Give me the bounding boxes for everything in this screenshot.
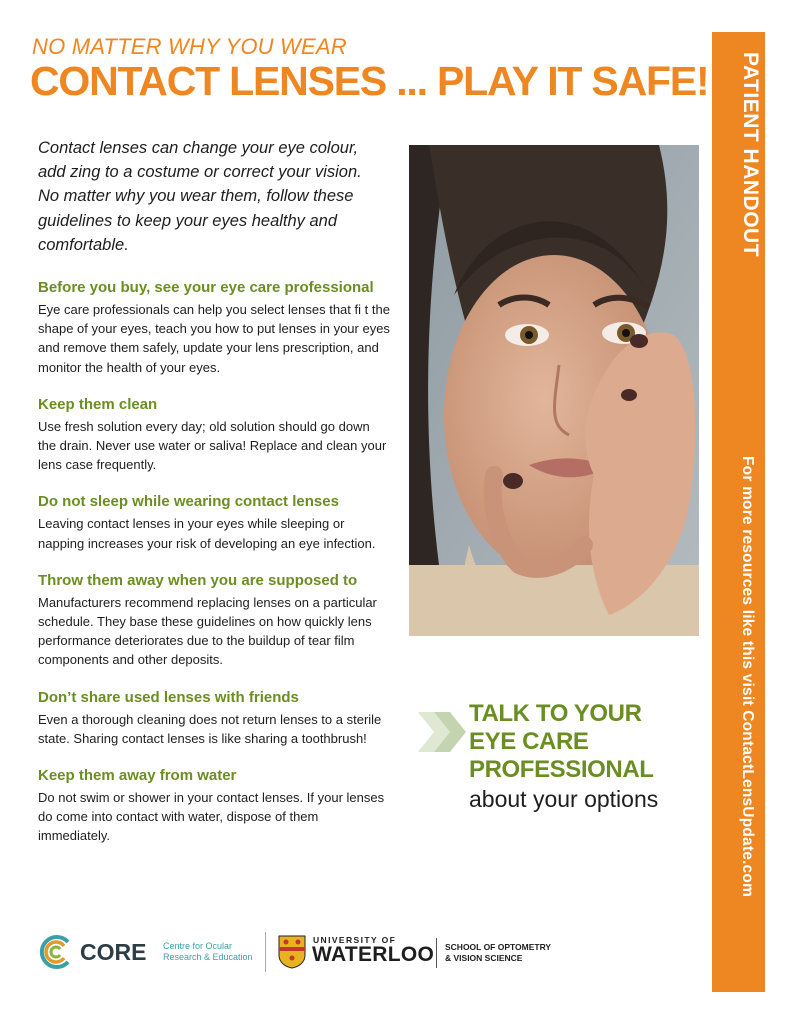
guideline-section bbox=[38, 687, 390, 748]
waterloo-crest-icon bbox=[278, 935, 306, 969]
page-title: CONTACT LENSES ... PLAY IT SAFE! bbox=[30, 58, 709, 104]
guideline-heading: Keep them clean bbox=[38, 395, 158, 413]
guidelines-list bbox=[38, 277, 390, 863]
guideline-heading: Do not sleep while wearing contact lenses bbox=[38, 493, 339, 511]
core-logo-text: CORE bbox=[80, 939, 147, 965]
guideline-heading: Keep them away from water bbox=[38, 767, 237, 785]
guideline-body: Eye care professionals can help you select lenses that fi t the shape of your eyes, teach you how to put lenses in your eyes and remove them safely, update your lens prescription, and monitor the health of your eyes. bbox=[38, 302, 390, 375]
divider bbox=[265, 932, 266, 972]
guideline-section bbox=[38, 765, 390, 846]
guideline-body: Manufacturers recommend replacing lenses on a particular schedule. They base these guidelines on how quickly lens performance deteriorates due to the buildup of tear film components and other deposits. bbox=[38, 594, 377, 668]
guideline-section bbox=[38, 394, 390, 475]
guideline-body: Leaving contact lenses in your eyes while sleeping or napping increases your risk of developing an eye infection. bbox=[38, 516, 376, 551]
guideline-body: Use fresh solution every day; old solution should go down the drain. Never use water or saliva! Replace and clean your lens case frequently. bbox=[38, 418, 387, 473]
kicker-text: NO MATTER WHY YOU WEAR bbox=[32, 34, 347, 59]
sidebar-banner bbox=[712, 32, 765, 992]
woman-inserting-contact-lens-photo bbox=[409, 145, 699, 636]
double-chevron-icon bbox=[416, 708, 468, 756]
guideline-heading: Don’t share used lenses with friends bbox=[38, 688, 299, 706]
core-subtitle bbox=[163, 941, 253, 963]
school-name bbox=[445, 942, 551, 964]
core-logo-icon bbox=[38, 934, 74, 970]
patient-handout-label: PATIENT HANDOUT bbox=[739, 52, 762, 258]
uw-small-text: UNIVERSITY OF bbox=[313, 935, 397, 945]
guideline-body: Do not swim or shower in your contact lenses. If your lenses do come into contact with water, dispose of them immediately. bbox=[38, 790, 385, 844]
cta-line-3: PROFESSIONAL bbox=[469, 756, 654, 783]
guideline-body: Even a thorough cleaning does not return lenses to a sterile state. Sharing contact lenses is like sharing a toothbrush! bbox=[38, 711, 382, 746]
cta-subline: about your options bbox=[469, 786, 659, 812]
guideline-section bbox=[38, 570, 390, 670]
footer-logos bbox=[38, 930, 598, 978]
guideline-heading: Before you buy, see your eye care professional bbox=[38, 279, 374, 296]
intro-paragraph: Contact lenses can change your eye colour, add zing to a costume or correct your vision. No matter why you wear them, follow these guidelines to keep your eyes healthy and comfortable. bbox=[38, 139, 362, 254]
guideline-heading: Throw them away when you are supposed to bbox=[38, 571, 358, 589]
guideline-section bbox=[38, 277, 390, 377]
school-name-line: SCHOOL OF OPTOMETRY bbox=[445, 942, 552, 952]
core-subtitle-line: Centre for Ocular bbox=[163, 941, 233, 951]
cta-line-1: TALK TO YOUR bbox=[469, 700, 642, 727]
cta-line-2: EYE CARE bbox=[469, 728, 589, 755]
resources-link-text[interactable]: For more resources like this visit ContactLensUpdate.com bbox=[739, 456, 756, 898]
divider bbox=[436, 938, 437, 968]
uw-wordmark: WATERLOO bbox=[312, 943, 435, 966]
core-subtitle-line: Research & Education bbox=[163, 952, 253, 962]
school-name-line: & VISION SCIENCE bbox=[445, 953, 523, 963]
guideline-section bbox=[38, 491, 390, 552]
